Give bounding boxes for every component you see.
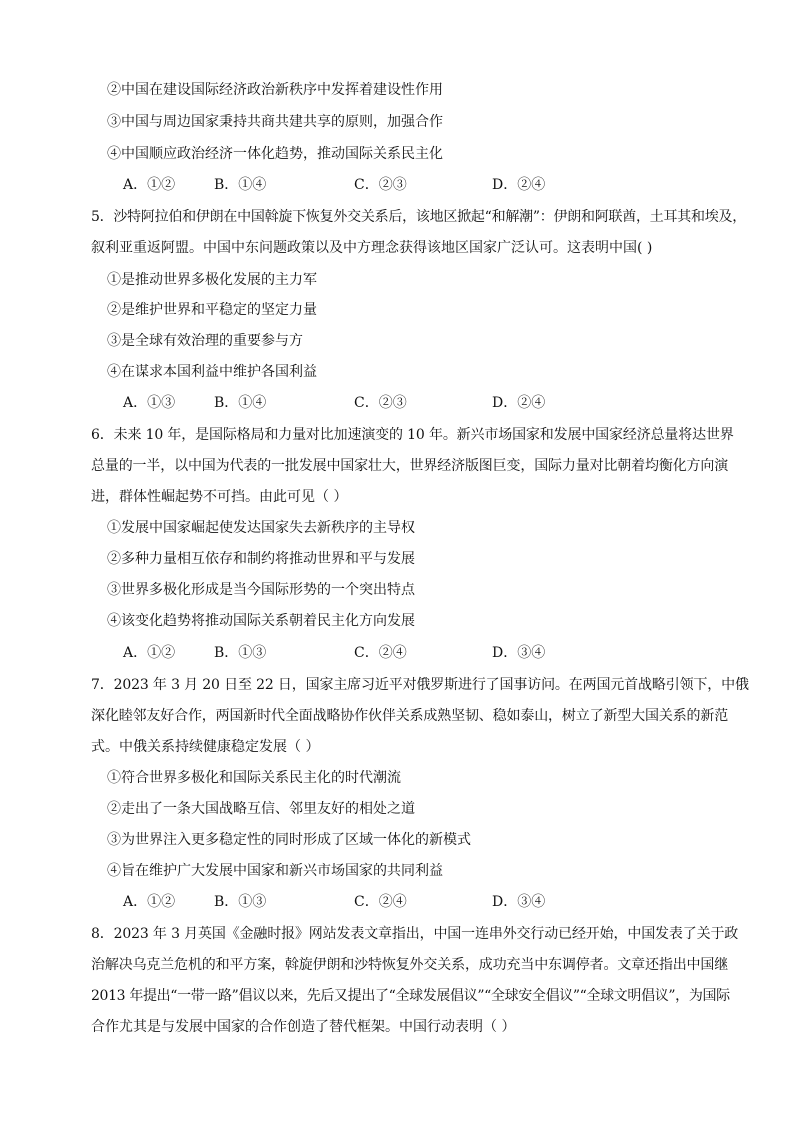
q6-choice-a: A．①② xyxy=(123,645,176,661)
q5-stem-line-1: 5．沙特阿拉伯和伊朗在中国斡旋下恢复外交关系后，该地区掀起“和解潮”：伊朗和阿联酋，土耳其和埃及， xyxy=(91,209,746,225)
q5-choice-d: D．②④ xyxy=(492,395,546,411)
q6-statement-1: ①发展中国家崛起使发达国家失去新秩序的主导权 xyxy=(107,520,415,536)
q5-choice-a: A．①③ xyxy=(123,395,176,411)
q5-choice-c: C．②③ xyxy=(354,395,407,411)
q4-statement-2: ②中国在建设国际经济政治新秩序中发挥着建设性作用 xyxy=(107,82,443,98)
q5-statement-3: ③是全球有效治理的重要参与方 xyxy=(107,333,303,349)
q6-choice-c: C．②④ xyxy=(354,645,407,661)
q5-statement-4: ④在谋求本国利益中维护各国利益 xyxy=(107,364,317,380)
q4-choice-a: A．①② xyxy=(123,177,176,193)
q6-statement-4: ④该变化趋势将推动国际关系朝着民主化方向发展 xyxy=(107,613,415,629)
q7-choice-b: B．①③ xyxy=(214,894,267,910)
q7-statement-2: ②走出了一条大国战略互信、邻里友好的相处之道 xyxy=(107,801,415,817)
q6-stem-line-3: 进，群体性崛起势不可挡。由此可见（ ） xyxy=(91,489,348,505)
q7-choice-c: C．②④ xyxy=(354,894,407,910)
q4-choice-c: C．②③ xyxy=(354,177,407,193)
q8-stem-line-1: 8．2023 年 3 月英国《金融时报》网站发表文章指出，中国一连串外交行动已经开始，中国发表了关于政 xyxy=(91,926,739,942)
q8-stem-line-2: 治解决乌克兰危机的和平方案，斡旋伊朗和沙特恢复外交关系，成功充当中东调停者。文章还指出中国继 xyxy=(91,957,729,973)
q6-statement-2: ②多种力量相互依存和制约将推动世界和平与发展 xyxy=(107,551,415,567)
q4-statement-3: ③中国与周边国家秉持共商共建共享的原则，加强合作 xyxy=(107,114,443,130)
q8-stem-line-4: 合作尤其是与发展中国家的合作创造了替代框架。中国行动表明（ ） xyxy=(91,1019,516,1035)
q6-choice-d: D．③④ xyxy=(492,645,546,661)
q6-choice-b: B．①③ xyxy=(214,645,267,661)
q7-statement-3: ③为世界注入更多稳定性的同时形成了区域一体化的新模式 xyxy=(107,832,471,848)
q6-stem-line-2: 总量的一半，以中国为代表的一批发展中国家壮大，世界经济版图巨变，国际力量对比朝着均衡化方向演 xyxy=(91,458,729,474)
q7-stem-line-2: 深化睦邻友好合作，两国新时代全面战略协作伙伴关系成熟坚韧、稳如泰山，树立了新型大国关系的新范 xyxy=(91,708,729,724)
q4-choice-d: D．②④ xyxy=(492,177,546,193)
q5-statement-1: ①是推动世界多极化发展的主力军 xyxy=(107,272,317,288)
q6-statement-3: ③世界多极化形成是当今国际形势的一个突出特点 xyxy=(107,582,415,598)
q6-stem-line-1: 6．未来 10 年，是国际格局和力量对比加速演变的 10 年。新兴市场国家和发展中国家经济总量将达世界 xyxy=(91,427,734,443)
q4-statement-4: ④中国顺应政治经济一体化趋势，推动国际关系民主化 xyxy=(107,146,443,162)
q5-choice-b: B．①④ xyxy=(214,395,267,411)
q8-stem-line-3: 2013 年提出“一带一路”倡议以来，先后又提出了“全球发展倡议”“全球安全倡议”“全球文明倡议”，为国际 xyxy=(91,988,730,1004)
q7-stem-line-3: 式。中俄关系持续健康稳定发展（ ） xyxy=(91,739,320,755)
q7-choice-a: A．①② xyxy=(123,894,176,910)
q5-statement-2: ②是维护世界和平稳定的坚定力量 xyxy=(107,302,317,318)
q7-choice-d: D．③④ xyxy=(492,894,546,910)
q7-statement-1: ①符合世界多极化和国际关系民主化的时代潮流 xyxy=(107,770,401,786)
q7-stem-line-1: 7．2023 年 3 月 20 日至 22 日，国家主席习近平对俄罗斯进行了国事访问。在两国元首战略引领下，中俄 xyxy=(91,677,749,693)
q5-stem-line-2: 叙利亚重返阿盟。中国中东问题政策以及中方理念获得该地区国家广泛认可。这表明中国( ) xyxy=(91,240,653,256)
q7-statement-4: ④旨在维护广大发展中国家和新兴市场国家的共同利益 xyxy=(107,863,443,879)
q4-choice-b: B．①④ xyxy=(214,177,267,193)
